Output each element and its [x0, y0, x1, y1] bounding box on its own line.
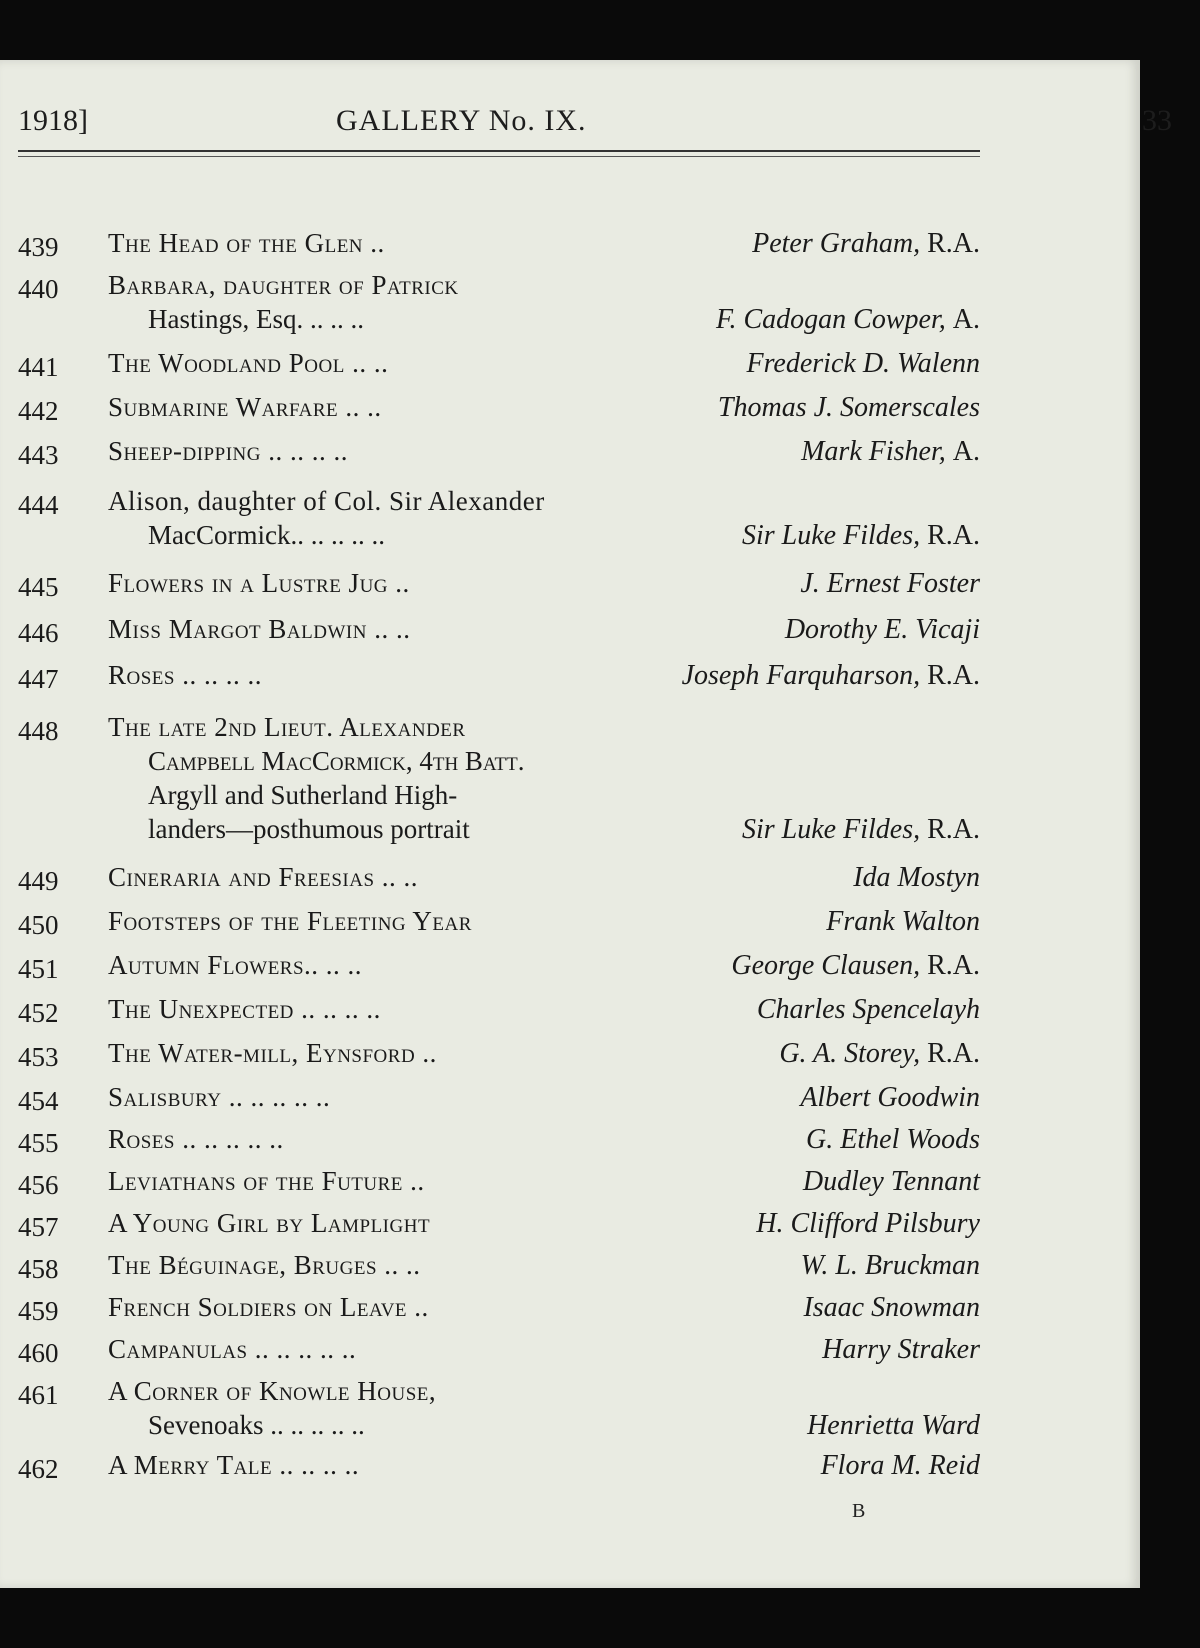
entry-number: 455 — [18, 1128, 59, 1158]
catalogue-entry-cont — [0, 1410, 1000, 1450]
entry-artist: G. Ethel Woods — [806, 1124, 980, 1155]
header-rule — [18, 150, 980, 152]
entry-number: 442 — [18, 396, 59, 426]
entry-number: 449 — [18, 866, 59, 896]
entry-number: 440 — [18, 274, 59, 304]
entry-title: The Woodland Pool .. .. — [108, 348, 389, 378]
catalogue-entry — [0, 1334, 1000, 1374]
entry-title: Alison, daughter of Col. Sir Alexander — [108, 486, 545, 516]
entry-title: Campanulas .. .. .. .. .. — [108, 1334, 357, 1364]
entry-number: 456 — [18, 1170, 59, 1200]
entry-number: 462 — [18, 1454, 59, 1484]
catalogue-entry — [0, 862, 1000, 902]
entry-title-cont: Hastings, Esq. .. .. .. — [148, 304, 364, 334]
entry-artist: H. Clifford Pilsbury — [756, 1208, 980, 1239]
entry-artist: Henrietta Ward — [807, 1410, 980, 1441]
entry-number: 452 — [18, 998, 59, 1028]
entry-title: The Head of the Glen .. — [108, 228, 385, 258]
entry-title: Sheep-dipping .. .. .. .. — [108, 436, 348, 466]
entry-artist: Dudley Tennant — [802, 1166, 980, 1197]
catalogue-entry-cont — [0, 304, 1000, 344]
entry-title: The Unexpected .. .. .. .. — [108, 994, 381, 1024]
entry-artist: Frederick D. Walenn — [746, 348, 980, 379]
page-header — [18, 104, 1190, 144]
entry-artist: Thomas J. Somerscales — [717, 392, 980, 423]
entry-title: A Corner of Knowle House, — [108, 1376, 437, 1406]
entry-artist: Dorothy E. Vicaji — [784, 614, 980, 645]
catalogue-entry — [0, 568, 1000, 608]
catalogue-entry-cont — [0, 814, 1000, 854]
entry-number: 450 — [18, 910, 59, 940]
entry-artist: George Clausen, R.A. — [731, 950, 980, 981]
entry-artist: Isaac Snowman — [803, 1292, 980, 1323]
entry-number: 446 — [18, 618, 59, 648]
entry-title: Autumn Flowers.. .. .. — [108, 950, 363, 980]
entry-artist: Albert Goodwin — [800, 1082, 980, 1113]
entry-artist: Sir Luke Fildes, R.A. — [742, 520, 980, 551]
header-title: GALLERY No. IX. — [336, 104, 587, 137]
entry-title: Cineraria and Freesias .. .. — [108, 862, 419, 892]
catalogue-entry — [0, 1292, 1000, 1332]
entry-title: Footsteps of the Fleeting Year — [108, 906, 472, 936]
catalogue-entry — [0, 1082, 1000, 1122]
catalogue-entry — [0, 614, 1000, 654]
entry-artist: Harry Straker — [822, 1334, 980, 1365]
header-rule-thin — [18, 156, 980, 157]
entry-title: Barbara, daughter of Patrick — [108, 270, 459, 300]
entry-number: 461 — [18, 1380, 59, 1410]
entry-number: 453 — [18, 1042, 59, 1072]
entry-title-cont: Argyll and Sutherland High- — [148, 780, 458, 810]
entry-artist: J. Ernest Foster — [800, 568, 980, 599]
entry-artist: F. Cadogan Cowper, A. — [716, 304, 980, 335]
entry-artist: G. A. Storey, R.A. — [779, 1038, 980, 1069]
entry-number: 454 — [18, 1086, 59, 1116]
entry-title: Salisbury .. .. .. .. .. — [108, 1082, 331, 1112]
entry-number: 451 — [18, 954, 59, 984]
catalogue-entry — [0, 1166, 1000, 1206]
entry-artist: W. L. Bruckman — [800, 1250, 980, 1281]
catalogue-entry — [0, 994, 1000, 1034]
entry-title: Roses .. .. .. .. — [108, 660, 262, 690]
catalogue-entry — [0, 950, 1000, 990]
entry-title-cont: Campbell MacCormick, 4th Batt. — [148, 746, 525, 776]
entry-title-cont: MacCormick.. .. .. .. .. — [148, 520, 385, 550]
entry-artist: Frank Walton — [826, 906, 980, 937]
entry-number: 447 — [18, 664, 59, 694]
entry-artist: Joseph Farquharson, R.A. — [681, 660, 980, 691]
catalogue-entry — [0, 1124, 1000, 1164]
entry-number: 458 — [18, 1254, 59, 1284]
entry-title: Flowers in a Lustre Jug .. — [108, 568, 410, 598]
entry-number: 448 — [18, 716, 59, 746]
catalogue-entry — [0, 660, 1000, 700]
catalogue-entry — [0, 348, 1000, 388]
entry-artist: Charles Spencelayh — [756, 994, 980, 1025]
page-number: 33 — [1142, 104, 1172, 137]
catalogue-entry — [0, 1250, 1000, 1290]
catalogue-entry — [0, 1038, 1000, 1078]
entry-artist: Sir Luke Fildes, R.A. — [742, 814, 980, 845]
entry-number: 459 — [18, 1296, 59, 1326]
entry-title: The Water-mill, Eynsford .. — [108, 1038, 437, 1068]
entry-number: 444 — [18, 490, 59, 520]
catalogue-entry-cont — [0, 520, 1000, 560]
catalogue-entry — [0, 1450, 1000, 1490]
entry-artist: Ida Mostyn — [853, 862, 980, 893]
catalogue-entry — [0, 228, 1000, 268]
entry-artist: Peter Graham, R.A. — [752, 228, 980, 259]
entry-title: French Soldiers on Leave .. — [108, 1292, 429, 1322]
catalogue-entry — [0, 906, 1000, 946]
entry-artist: Flora M. Reid — [820, 1450, 980, 1481]
entry-number: 443 — [18, 440, 59, 470]
entry-artist: Mark Fisher, A. — [801, 436, 980, 467]
entry-title: The late 2nd Lieut. Alexander — [108, 712, 466, 742]
entry-title: A Young Girl by Lamplight — [108, 1208, 431, 1238]
header-year: 1918] — [18, 104, 88, 137]
entry-title-cont: Sevenoaks .. .. .. .. .. — [148, 1410, 365, 1440]
entry-number: 445 — [18, 572, 59, 602]
entry-title-cont: landers—posthumous portrait — [148, 814, 470, 844]
entry-number: 457 — [18, 1212, 59, 1242]
catalogue-entry — [0, 392, 1000, 432]
entry-number: 460 — [18, 1338, 59, 1368]
entry-number: 439 — [18, 232, 59, 262]
entry-title: Roses .. .. .. .. .. — [108, 1124, 284, 1154]
entry-title: Leviathans of the Future .. — [108, 1166, 425, 1196]
signature-mark: B — [852, 1500, 866, 1522]
entry-title: A Merry Tale .. .. .. .. — [108, 1450, 360, 1480]
entry-number: 441 — [18, 352, 59, 382]
entry-title: Submarine Warfare .. .. — [108, 392, 382, 422]
entry-title: The Béguinage, Bruges .. .. — [108, 1250, 421, 1280]
catalogue-entry — [0, 1208, 1000, 1248]
entry-title: Miss Margot Baldwin .. .. — [108, 614, 411, 644]
catalogue-entry — [0, 436, 1000, 476]
